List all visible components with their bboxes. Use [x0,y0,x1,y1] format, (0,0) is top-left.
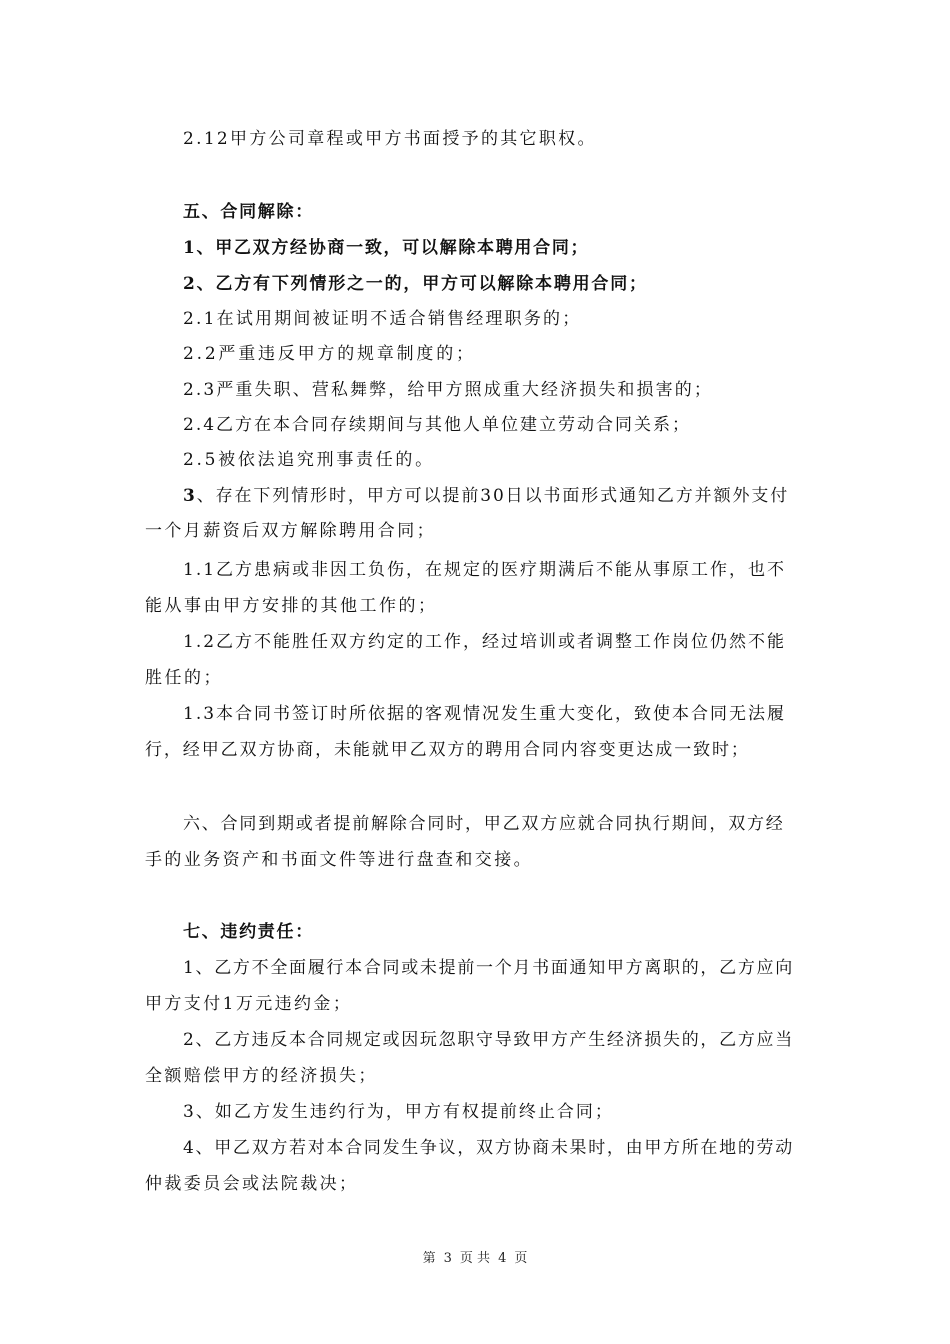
section-5-item-3-3: 1.3本合同书签订时所依据的客观情况发生重大变化，致使本合同无法履 [183,704,787,724]
footer-suffix: 页 [514,1251,528,1266]
section-5-item-3-text: 、存在下列情形时，甲方可以提前30日以书面形式通知乙方并额外支付 [196,486,790,506]
section-7-item-3: 3、如乙方发生违约行为，甲方有权提前终止合同； [183,1102,614,1122]
section-5-item-3-1: 1.1乙方患病或非因工负伤，在规定的医疗期满后不能从事原工作，也不 [183,560,787,580]
section-5-item-2-3: 2.3严重失职、营私舞弊，给甲方照成重大经济损失和损害的； [183,380,713,400]
section-5-item-2: 2、乙方有下列情形之一的，甲方可以解除本聘用合同； [183,274,648,294]
section-5-item-2-4: 2.4乙方在本合同存续期间与其他人单位建立劳动合同关系； [183,415,692,435]
section-5-heading: 五、合同解除： [183,202,314,222]
section-7-item-4-cont: 仲裁委员会或法院裁决； [145,1174,359,1194]
footer-mid: 页 共 [459,1251,491,1266]
section-5-item-2-1: 2.1在试用期间被证明不适合销售经理职务的； [183,309,582,329]
section-5-item-3-cont: 一个月薪资后双方解除聘用合同； [145,521,436,541]
section-7-heading: 七、违约责任： [183,922,314,942]
page-footer [0,1250,950,1268]
section-5-item-3-1-cont: 能从事由甲方安排的其他工作的； [145,596,438,616]
section-5-item-1: 1、甲乙双方经协商一致，可以解除本聘用合同； [183,238,590,258]
section-5-item-3-2: 1.2乙方不能胜任双方约定的工作，经过培训或者调整工作岗位仍然不能 [183,632,787,652]
footer-current-page: 3 [443,1251,452,1266]
footer-prefix: 第 [422,1251,436,1266]
section-5-item-2-5: 2.5被依法追究刑事责任的。 [183,450,435,470]
section-7-item-2: 2、乙方违反本合同规定或因玩忽职守导致甲方产生经济损失的，乙方应当 [183,1030,794,1050]
section-5-item-3-2-cont: 胜任的； [145,668,223,688]
section-7-item-4: 4、甲乙双方若对本合同发生争议，双方协商未果时，由甲方所在地的劳动 [183,1138,794,1158]
clause-2-12: 2.12甲方公司章程或甲方书面授予的其它职权。 [183,129,597,149]
section-5-item-3-number: 3 [183,486,197,506]
section-7-item-1: 1、乙方不全面履行本合同或未提前一个月书面通知甲方离职的，乙方应向 [183,958,794,978]
section-7-item-1-cont: 甲方支付1万元违约金； [145,994,353,1014]
section-7-item-2-cont: 全额赔偿甲方的经济损失； [145,1066,378,1086]
section-6-text-cont: 手的业务资产和书面文件等进行盘查和交接。 [145,850,533,870]
section-5-item-3-3-cont: 行，经甲乙双方协商，未能就甲乙双方的聘用合同内容变更达成一致时； [145,740,750,760]
section-5-item-2-2: 2.2严重违反甲方的规章制度的； [183,344,476,364]
section-6-text: 六、合同到期或者提前解除合同时，甲乙双方应就合同执行期间，双方经 [183,814,785,834]
section-5-item-3 [183,484,789,508]
footer-total-pages: 4 [498,1251,507,1266]
